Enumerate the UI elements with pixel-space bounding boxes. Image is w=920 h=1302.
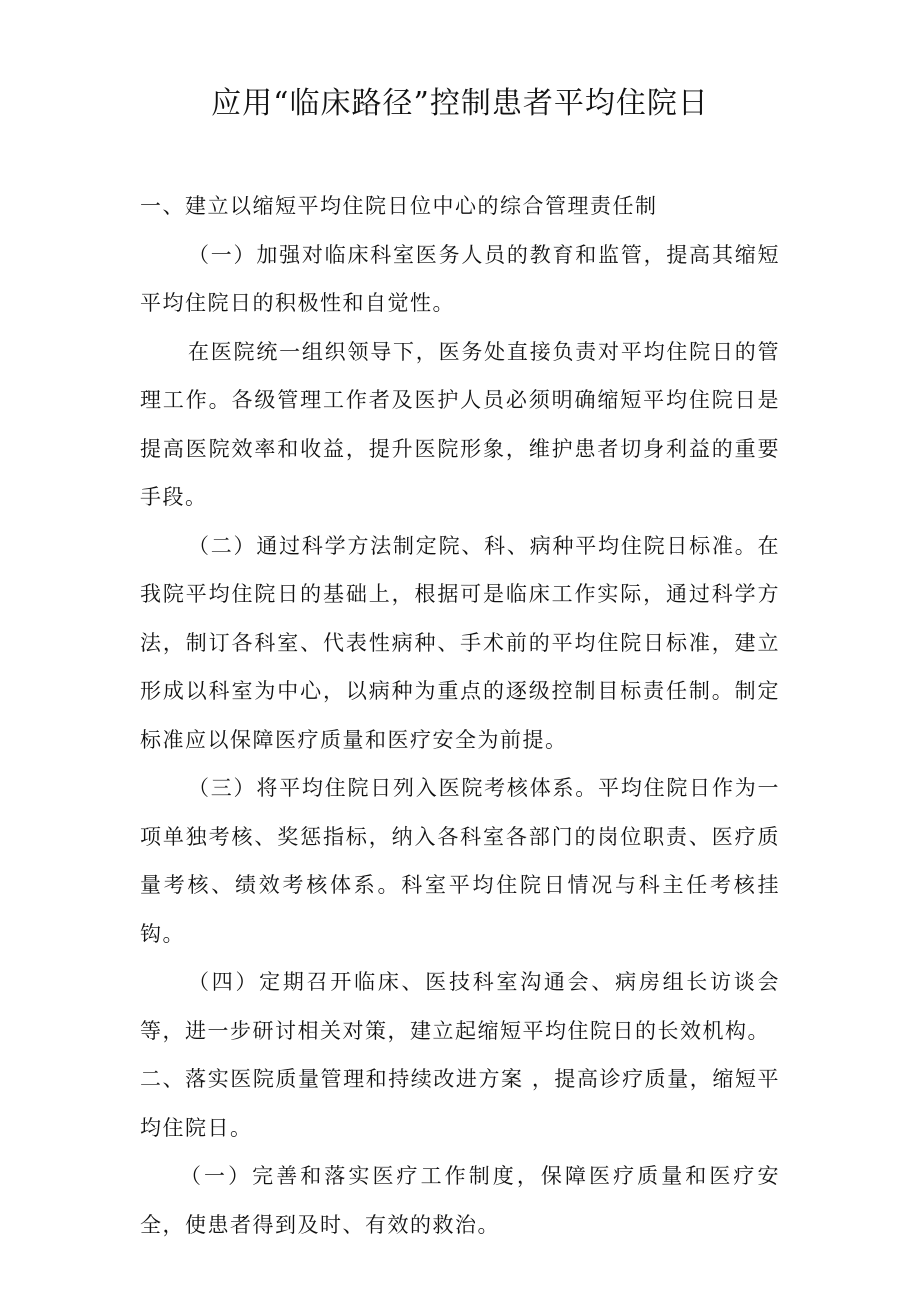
paragraph-1-3: （三）将平均住院日列入医院考核体系。平均住院日作为一项单独考核、奖惩指标，纳入各科室各部门的岗位职责、医疗质量考核、绩效考核体系。科室平均住院日情况与科主任考核挂钩。 <box>140 776 780 946</box>
document-title: 应用“临床路径”控制患者平均住院日 <box>211 86 709 121</box>
paragraph-1-1: （一）加强对临床科室医务人员的教育和监管，提高其缩短平均住院日的积极性和自觉性。 <box>140 242 780 315</box>
paragraph-1-1-detail: 在医院统一组织领导下，医务处直接负责对平均住院日的管理工作。各级管理工作者及医护人员必须明确缩短平均住院日是提高医院效率和收益，提升医院形象，维护患者切身利益的重要手段。 <box>140 339 780 509</box>
section-heading-2: 二、落实医院质量管理和持续改进方案 ，提高诊疗质量，缩短平均住院日。 <box>140 1067 780 1140</box>
paragraph-1-2: （二）通过科学方法制定院、科、病种平均住院日标准。在我院平均住院日的基础上，根据可是临床工作实际，通过科学方法，制订各科室、代表性病种、手术前的平均住院日标准，建立形成以科室为中心，以病种为重点的逐级控制目标责任制。制定标准应以保障医疗质量和医疗安全为前提。 <box>140 533 780 752</box>
paragraph-2-1: （一）完善和落实医疗工作制度，保障医疗质量和医疗安全，使患者得到及时、有效的救治。 <box>140 1164 780 1237</box>
section-heading-1: 一、建立以缩短平均住院日位中心的综合管理责任制 <box>140 194 658 218</box>
document-body <box>140 182 780 1249</box>
paragraph-1-4: （四）定期召开临床、医技科室沟通会、病房组长访谈会等，进一步研讨相关对策，建立起缩短平均住院日的长效机构。 <box>140 970 780 1043</box>
